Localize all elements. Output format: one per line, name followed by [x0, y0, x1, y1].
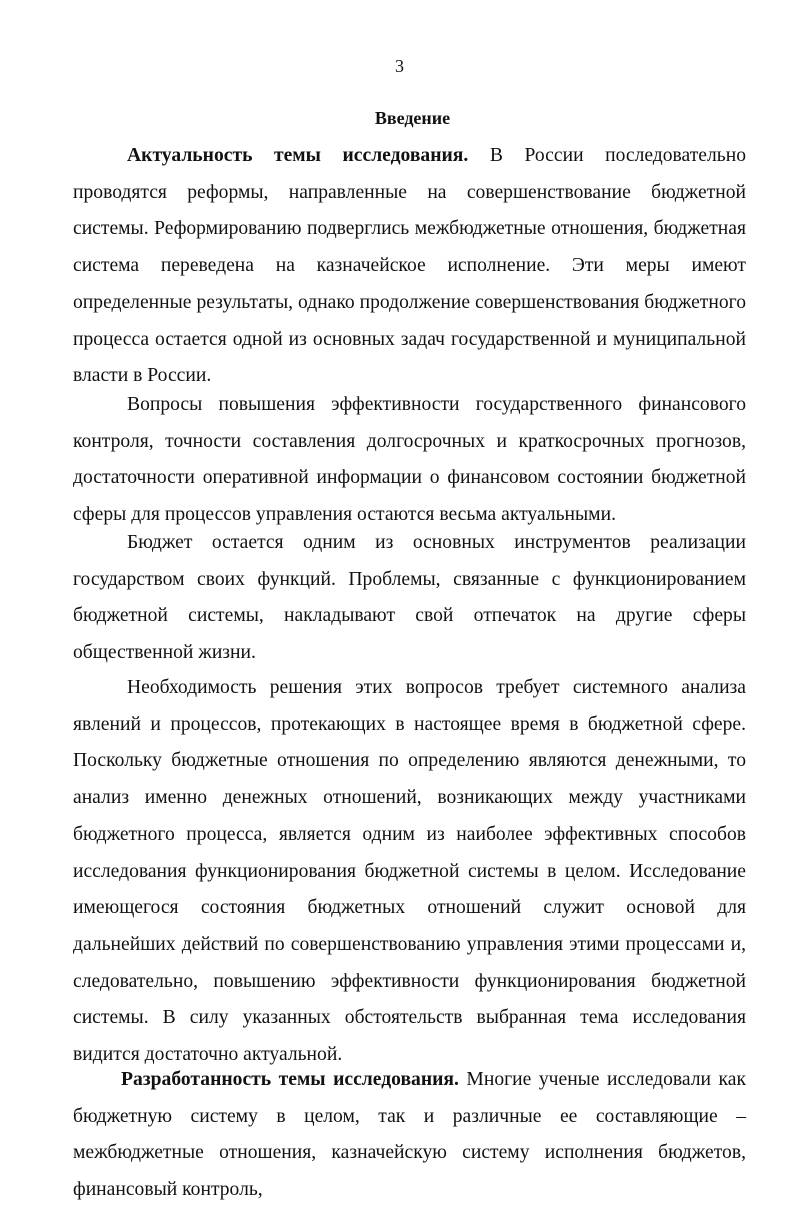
paragraph-text: В России последовательно проводятся реформы, направленные на совершенствование бюджетной системы. Реформированию подверглись межбюджетные отношения, бюджетная система переведена на казначейское исполнение. Эти меры имеют определенные результаты, однако продолжение совершенствования бюджетного процесса остается одной из основных задач государственной и муниципальной власти в России. [73, 145, 746, 387]
page-number: 3 [395, 56, 404, 76]
section-heading: Введение [374, 108, 451, 128]
paragraph-text: Необходимость решения этих вопросов требует системного анализа явлений и процессов, протекающих в настоящее время в бюджетной сфере. Поскольку бюджетные отношения по определению являются денежными, то анализ именно денежных отношений, возникающих между участниками бюджетного процесса, является одним из наиболее эффективных способов исследования функционирования бюджетной системы в целом. Исследование имеющегося состояния бюджетных отношений служит основой для дальнейших действий по совершенствованию управления этими процессами и, следовательно, повышению эффективности функционирования бюджетной системы. В силу указанных обстоятельств выбранная тема исследования видится достаточно актуальной. [73, 677, 746, 1066]
paragraph-control [73, 387, 746, 534]
paragraph-text: Вопросы повышения эффективности государственного финансового контроля, точности составления долгосрочных и краткосрочных прогнозов, достаточности оперативной информации о финансовом состоянии бюджетной сферы для процессов управления остаются весьма актуальными. [73, 394, 746, 526]
paragraph-budget [73, 525, 746, 672]
paragraph-text: Многие ученые исследовали как бюджетную систему в целом, так и различные ее составляющие – межбюджетные отношения, казначейскую систему исполнения бюджетов, финансовый контроль, [73, 1069, 746, 1201]
paragraph-lead: Актуальность темы исследования. [127, 145, 469, 166]
paragraph-relevance [73, 138, 746, 395]
paragraph-analysis [73, 670, 746, 1074]
paragraph-text: Бюджет остается одним из основных инструментов реализации государством своих функций. Проблемы, связанные с функционированием бюджетной системы, накладывают свой отпечаток на другие сферы общественной жизни. [73, 532, 746, 664]
paragraph-lead: Разработанность темы исследования. [121, 1069, 459, 1090]
paragraph-development [73, 1062, 746, 1209]
